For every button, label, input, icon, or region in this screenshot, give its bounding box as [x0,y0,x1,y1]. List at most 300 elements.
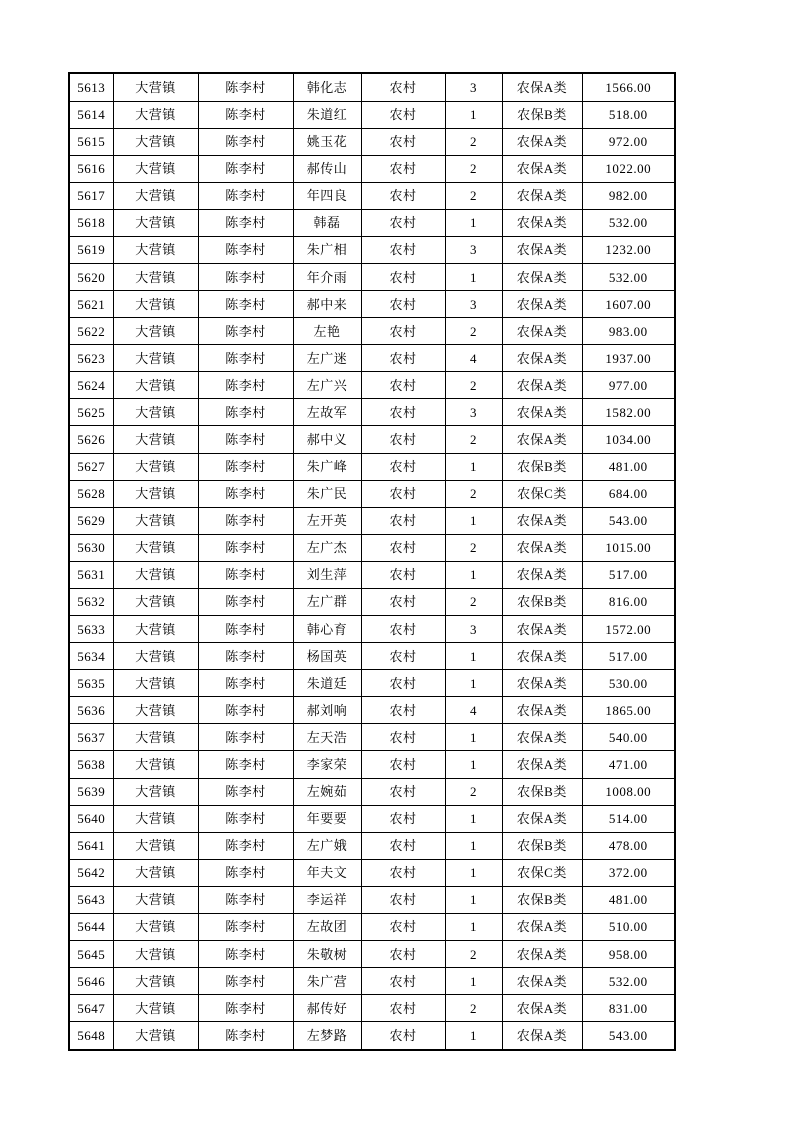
cell-amount: 481.00 [582,886,675,913]
cell-town: 大营镇 [113,264,198,291]
cell-category: 农村 [361,913,445,940]
cell-village: 陈李村 [198,724,293,751]
cell-insurance_type: 农保B类 [502,453,582,480]
cell-name: 韩磊 [293,209,361,236]
cell-name: 年介雨 [293,264,361,291]
cell-count: 2 [445,480,502,507]
cell-town: 大营镇 [113,73,198,101]
table-row [69,913,675,940]
cell-id: 5616 [69,155,113,182]
cell-amount: 831.00 [582,995,675,1022]
cell-name: 郝传山 [293,155,361,182]
cell-name: 李运祥 [293,886,361,913]
cell-category: 农村 [361,778,445,805]
cell-village: 陈李村 [198,616,293,643]
table-row [69,236,675,263]
cell-amount: 517.00 [582,643,675,670]
cell-category: 农村 [361,724,445,751]
cell-village: 陈李村 [198,236,293,263]
cell-town: 大营镇 [113,236,198,263]
cell-insurance_type: 农保A类 [502,1022,582,1050]
cell-town: 大营镇 [113,209,198,236]
cell-village: 陈李村 [198,182,293,209]
cell-name: 左开英 [293,507,361,534]
cell-village: 陈李村 [198,697,293,724]
cell-count: 1 [445,670,502,697]
cell-name: 左梦路 [293,1022,361,1050]
cell-name: 杨国英 [293,643,361,670]
cell-insurance_type: 农保A类 [502,182,582,209]
cell-id: 5613 [69,73,113,101]
cell-village: 陈李村 [198,480,293,507]
table-row [69,345,675,372]
cell-amount: 532.00 [582,209,675,236]
cell-village: 陈李村 [198,832,293,859]
cell-id: 5635 [69,670,113,697]
cell-category: 农村 [361,616,445,643]
cell-town: 大营镇 [113,670,198,697]
cell-town: 大营镇 [113,426,198,453]
cell-amount: 1572.00 [582,616,675,643]
cell-category: 农村 [361,534,445,561]
cell-id: 5629 [69,507,113,534]
cell-amount: 1937.00 [582,345,675,372]
cell-amount: 471.00 [582,751,675,778]
cell-count: 1 [445,264,502,291]
cell-count: 1 [445,1022,502,1050]
cell-village: 陈李村 [198,940,293,967]
cell-town: 大营镇 [113,155,198,182]
cell-insurance_type: 农保A类 [502,751,582,778]
cell-amount: 481.00 [582,453,675,480]
cell-town: 大营镇 [113,643,198,670]
cell-insurance_type: 农保B类 [502,588,582,615]
cell-village: 陈李村 [198,426,293,453]
cell-id: 5646 [69,968,113,995]
cell-village: 陈李村 [198,1022,293,1050]
cell-amount: 532.00 [582,968,675,995]
cell-count: 2 [445,534,502,561]
cell-count: 1 [445,968,502,995]
cell-town: 大营镇 [113,832,198,859]
cell-count: 1 [445,453,502,480]
cell-count: 2 [445,426,502,453]
cell-name: 李家荣 [293,751,361,778]
cell-category: 农村 [361,399,445,426]
cell-name: 左艳 [293,318,361,345]
cell-category: 农村 [361,561,445,588]
table-row [69,940,675,967]
cell-id: 5634 [69,643,113,670]
table-row [69,73,675,101]
cell-insurance_type: 农保A类 [502,643,582,670]
table-row [69,399,675,426]
cell-category: 农村 [361,345,445,372]
cell-amount: 1607.00 [582,291,675,318]
cell-name: 朱广相 [293,236,361,263]
cell-id: 5637 [69,724,113,751]
table-row [69,616,675,643]
cell-village: 陈李村 [198,101,293,128]
cell-count: 2 [445,318,502,345]
cell-insurance_type: 农保A类 [502,372,582,399]
cell-id: 5625 [69,399,113,426]
cell-category: 农村 [361,155,445,182]
cell-category: 农村 [361,697,445,724]
cell-insurance_type: 农保A类 [502,534,582,561]
cell-amount: 684.00 [582,480,675,507]
cell-amount: 816.00 [582,588,675,615]
cell-insurance_type: 农保A类 [502,670,582,697]
cell-insurance_type: 农保B类 [502,886,582,913]
cell-id: 5643 [69,886,113,913]
cell-name: 刘生萍 [293,561,361,588]
table-row [69,291,675,318]
cell-insurance_type: 农保A类 [502,318,582,345]
table-row [69,480,675,507]
cell-id: 5640 [69,805,113,832]
table-row [69,968,675,995]
cell-name: 左广群 [293,588,361,615]
table-row [69,995,675,1022]
cell-town: 大营镇 [113,697,198,724]
cell-id: 5624 [69,372,113,399]
cell-count: 1 [445,913,502,940]
table-row [69,155,675,182]
cell-village: 陈李村 [198,128,293,155]
cell-amount: 1865.00 [582,697,675,724]
cell-amount: 1566.00 [582,73,675,101]
cell-village: 陈李村 [198,534,293,561]
cell-village: 陈李村 [198,155,293,182]
cell-town: 大营镇 [113,453,198,480]
cell-count: 1 [445,101,502,128]
cell-name: 郝中义 [293,426,361,453]
cell-id: 5636 [69,697,113,724]
cell-amount: 1232.00 [582,236,675,263]
table-row [69,101,675,128]
table-row [69,507,675,534]
cell-village: 陈李村 [198,805,293,832]
cell-town: 大营镇 [113,372,198,399]
cell-insurance_type: 农保A类 [502,697,582,724]
cell-amount: 972.00 [582,128,675,155]
cell-name: 朱道红 [293,101,361,128]
cell-name: 年四良 [293,182,361,209]
cell-amount: 1008.00 [582,778,675,805]
cell-category: 农村 [361,643,445,670]
cell-insurance_type: 农保A类 [502,616,582,643]
table-row [69,643,675,670]
cell-insurance_type: 农保A类 [502,426,582,453]
cell-category: 农村 [361,101,445,128]
cell-category: 农村 [361,236,445,263]
cell-amount: 530.00 [582,670,675,697]
table-row [69,318,675,345]
table-row [69,372,675,399]
cell-town: 大营镇 [113,859,198,886]
cell-insurance_type: 农保B类 [502,101,582,128]
cell-amount: 543.00 [582,507,675,534]
cell-id: 5638 [69,751,113,778]
cell-village: 陈李村 [198,264,293,291]
cell-id: 5621 [69,291,113,318]
cell-town: 大营镇 [113,318,198,345]
cell-village: 陈李村 [198,73,293,101]
cell-amount: 517.00 [582,561,675,588]
cell-id: 5644 [69,913,113,940]
table-row [69,453,675,480]
cell-village: 陈李村 [198,995,293,1022]
cell-category: 农村 [361,318,445,345]
cell-insurance_type: 农保A类 [502,209,582,236]
cell-count: 2 [445,182,502,209]
cell-name: 韩心育 [293,616,361,643]
cell-id: 5628 [69,480,113,507]
cell-id: 5648 [69,1022,113,1050]
cell-id: 5622 [69,318,113,345]
cell-category: 农村 [361,670,445,697]
cell-count: 1 [445,643,502,670]
table-row [69,859,675,886]
cell-amount: 958.00 [582,940,675,967]
cell-id: 5647 [69,995,113,1022]
table-row [69,751,675,778]
cell-village: 陈李村 [198,778,293,805]
cell-category: 农村 [361,426,445,453]
cell-id: 5645 [69,940,113,967]
cell-count: 4 [445,697,502,724]
cell-insurance_type: 农保A类 [502,940,582,967]
cell-count: 1 [445,209,502,236]
table-row [69,426,675,453]
cell-village: 陈李村 [198,751,293,778]
cell-id: 5623 [69,345,113,372]
cell-village: 陈李村 [198,588,293,615]
cell-insurance_type: 农保A类 [502,128,582,155]
cell-id: 5615 [69,128,113,155]
cell-category: 农村 [361,507,445,534]
cell-category: 农村 [361,73,445,101]
cell-insurance_type: 农保B类 [502,832,582,859]
cell-insurance_type: 农保C类 [502,859,582,886]
cell-name: 朱广民 [293,480,361,507]
cell-village: 陈李村 [198,345,293,372]
cell-village: 陈李村 [198,968,293,995]
cell-amount: 1034.00 [582,426,675,453]
cell-count: 1 [445,561,502,588]
cell-id: 5630 [69,534,113,561]
cell-name: 朱敬树 [293,940,361,967]
table-row [69,805,675,832]
cell-count: 3 [445,399,502,426]
cell-count: 1 [445,751,502,778]
cell-name: 左故团 [293,913,361,940]
table-body [69,73,675,1050]
cell-insurance_type: 农保C类 [502,480,582,507]
cell-count: 3 [445,236,502,263]
cell-category: 农村 [361,588,445,615]
cell-count: 1 [445,805,502,832]
cell-category: 农村 [361,264,445,291]
cell-town: 大营镇 [113,291,198,318]
cell-insurance_type: 农保A类 [502,913,582,940]
cell-amount: 532.00 [582,264,675,291]
cell-amount: 1022.00 [582,155,675,182]
table-row [69,697,675,724]
cell-category: 农村 [361,453,445,480]
cell-id: 5631 [69,561,113,588]
cell-name: 左广兴 [293,372,361,399]
cell-category: 农村 [361,968,445,995]
cell-town: 大营镇 [113,561,198,588]
cell-town: 大营镇 [113,182,198,209]
cell-insurance_type: 农保A类 [502,507,582,534]
table-row [69,886,675,913]
table-row [69,209,675,236]
cell-town: 大营镇 [113,345,198,372]
cell-name: 左广娥 [293,832,361,859]
cell-name: 朱广峰 [293,453,361,480]
cell-id: 5618 [69,209,113,236]
cell-village: 陈李村 [198,886,293,913]
cell-id: 5627 [69,453,113,480]
cell-name: 姚玉花 [293,128,361,155]
cell-id: 5639 [69,778,113,805]
cell-category: 农村 [361,886,445,913]
cell-name: 郝中来 [293,291,361,318]
cell-town: 大营镇 [113,128,198,155]
cell-count: 2 [445,155,502,182]
table-row [69,534,675,561]
cell-count: 1 [445,507,502,534]
cell-name: 左广迷 [293,345,361,372]
cell-amount: 983.00 [582,318,675,345]
cell-count: 4 [445,345,502,372]
cell-id: 5614 [69,101,113,128]
cell-town: 大营镇 [113,805,198,832]
cell-insurance_type: 农保A类 [502,968,582,995]
table-row [69,128,675,155]
cell-village: 陈李村 [198,670,293,697]
cell-count: 2 [445,940,502,967]
cell-village: 陈李村 [198,643,293,670]
cell-town: 大营镇 [113,588,198,615]
cell-village: 陈李村 [198,913,293,940]
table-row [69,724,675,751]
cell-amount: 372.00 [582,859,675,886]
cell-count: 2 [445,588,502,615]
cell-count: 1 [445,832,502,859]
table-row [69,832,675,859]
cell-count: 2 [445,128,502,155]
cell-count: 3 [445,73,502,101]
cell-amount: 543.00 [582,1022,675,1050]
cell-category: 农村 [361,372,445,399]
cell-category: 农村 [361,209,445,236]
cell-name: 左天浩 [293,724,361,751]
cell-category: 农村 [361,128,445,155]
cell-category: 农村 [361,805,445,832]
cell-village: 陈李村 [198,318,293,345]
cell-town: 大营镇 [113,1022,198,1050]
cell-name: 郝传好 [293,995,361,1022]
table-row [69,1022,675,1050]
cell-name: 左广杰 [293,534,361,561]
cell-id: 5632 [69,588,113,615]
cell-name: 韩化志 [293,73,361,101]
cell-name: 年要要 [293,805,361,832]
cell-category: 农村 [361,1022,445,1050]
cell-town: 大营镇 [113,480,198,507]
benefits-roster-table [68,72,676,1051]
cell-insurance_type: 农保A类 [502,724,582,751]
table-row [69,670,675,697]
cell-insurance_type: 农保A类 [502,236,582,263]
cell-village: 陈李村 [198,291,293,318]
cell-count: 2 [445,778,502,805]
cell-category: 农村 [361,751,445,778]
cell-name: 左婉茹 [293,778,361,805]
cell-category: 农村 [361,291,445,318]
cell-insurance_type: 农保A类 [502,345,582,372]
cell-category: 农村 [361,832,445,859]
cell-town: 大营镇 [113,913,198,940]
cell-id: 5620 [69,264,113,291]
cell-town: 大营镇 [113,616,198,643]
cell-town: 大营镇 [113,778,198,805]
cell-amount: 540.00 [582,724,675,751]
cell-insurance_type: 农保A类 [502,73,582,101]
cell-town: 大营镇 [113,886,198,913]
cell-town: 大营镇 [113,399,198,426]
cell-insurance_type: 农保A类 [502,995,582,1022]
cell-town: 大营镇 [113,751,198,778]
cell-count: 1 [445,724,502,751]
cell-name: 郝刘响 [293,697,361,724]
cell-name: 朱广营 [293,968,361,995]
cell-id: 5617 [69,182,113,209]
cell-town: 大营镇 [113,101,198,128]
cell-id: 5619 [69,236,113,263]
cell-amount: 478.00 [582,832,675,859]
cell-amount: 510.00 [582,913,675,940]
cell-category: 农村 [361,995,445,1022]
cell-town: 大营镇 [113,995,198,1022]
table-row [69,588,675,615]
cell-insurance_type: 农保A类 [502,264,582,291]
cell-town: 大营镇 [113,724,198,751]
cell-name: 左故军 [293,399,361,426]
cell-count: 1 [445,859,502,886]
cell-amount: 977.00 [582,372,675,399]
cell-village: 陈李村 [198,453,293,480]
cell-village: 陈李村 [198,209,293,236]
cell-amount: 1582.00 [582,399,675,426]
cell-town: 大营镇 [113,940,198,967]
cell-insurance_type: 农保A类 [502,155,582,182]
cell-amount: 982.00 [582,182,675,209]
cell-count: 2 [445,995,502,1022]
cell-name: 年夫文 [293,859,361,886]
cell-category: 农村 [361,182,445,209]
cell-id: 5642 [69,859,113,886]
cell-insurance_type: 农保A类 [502,561,582,588]
cell-village: 陈李村 [198,859,293,886]
cell-category: 农村 [361,480,445,507]
cell-count: 1 [445,886,502,913]
cell-town: 大营镇 [113,507,198,534]
